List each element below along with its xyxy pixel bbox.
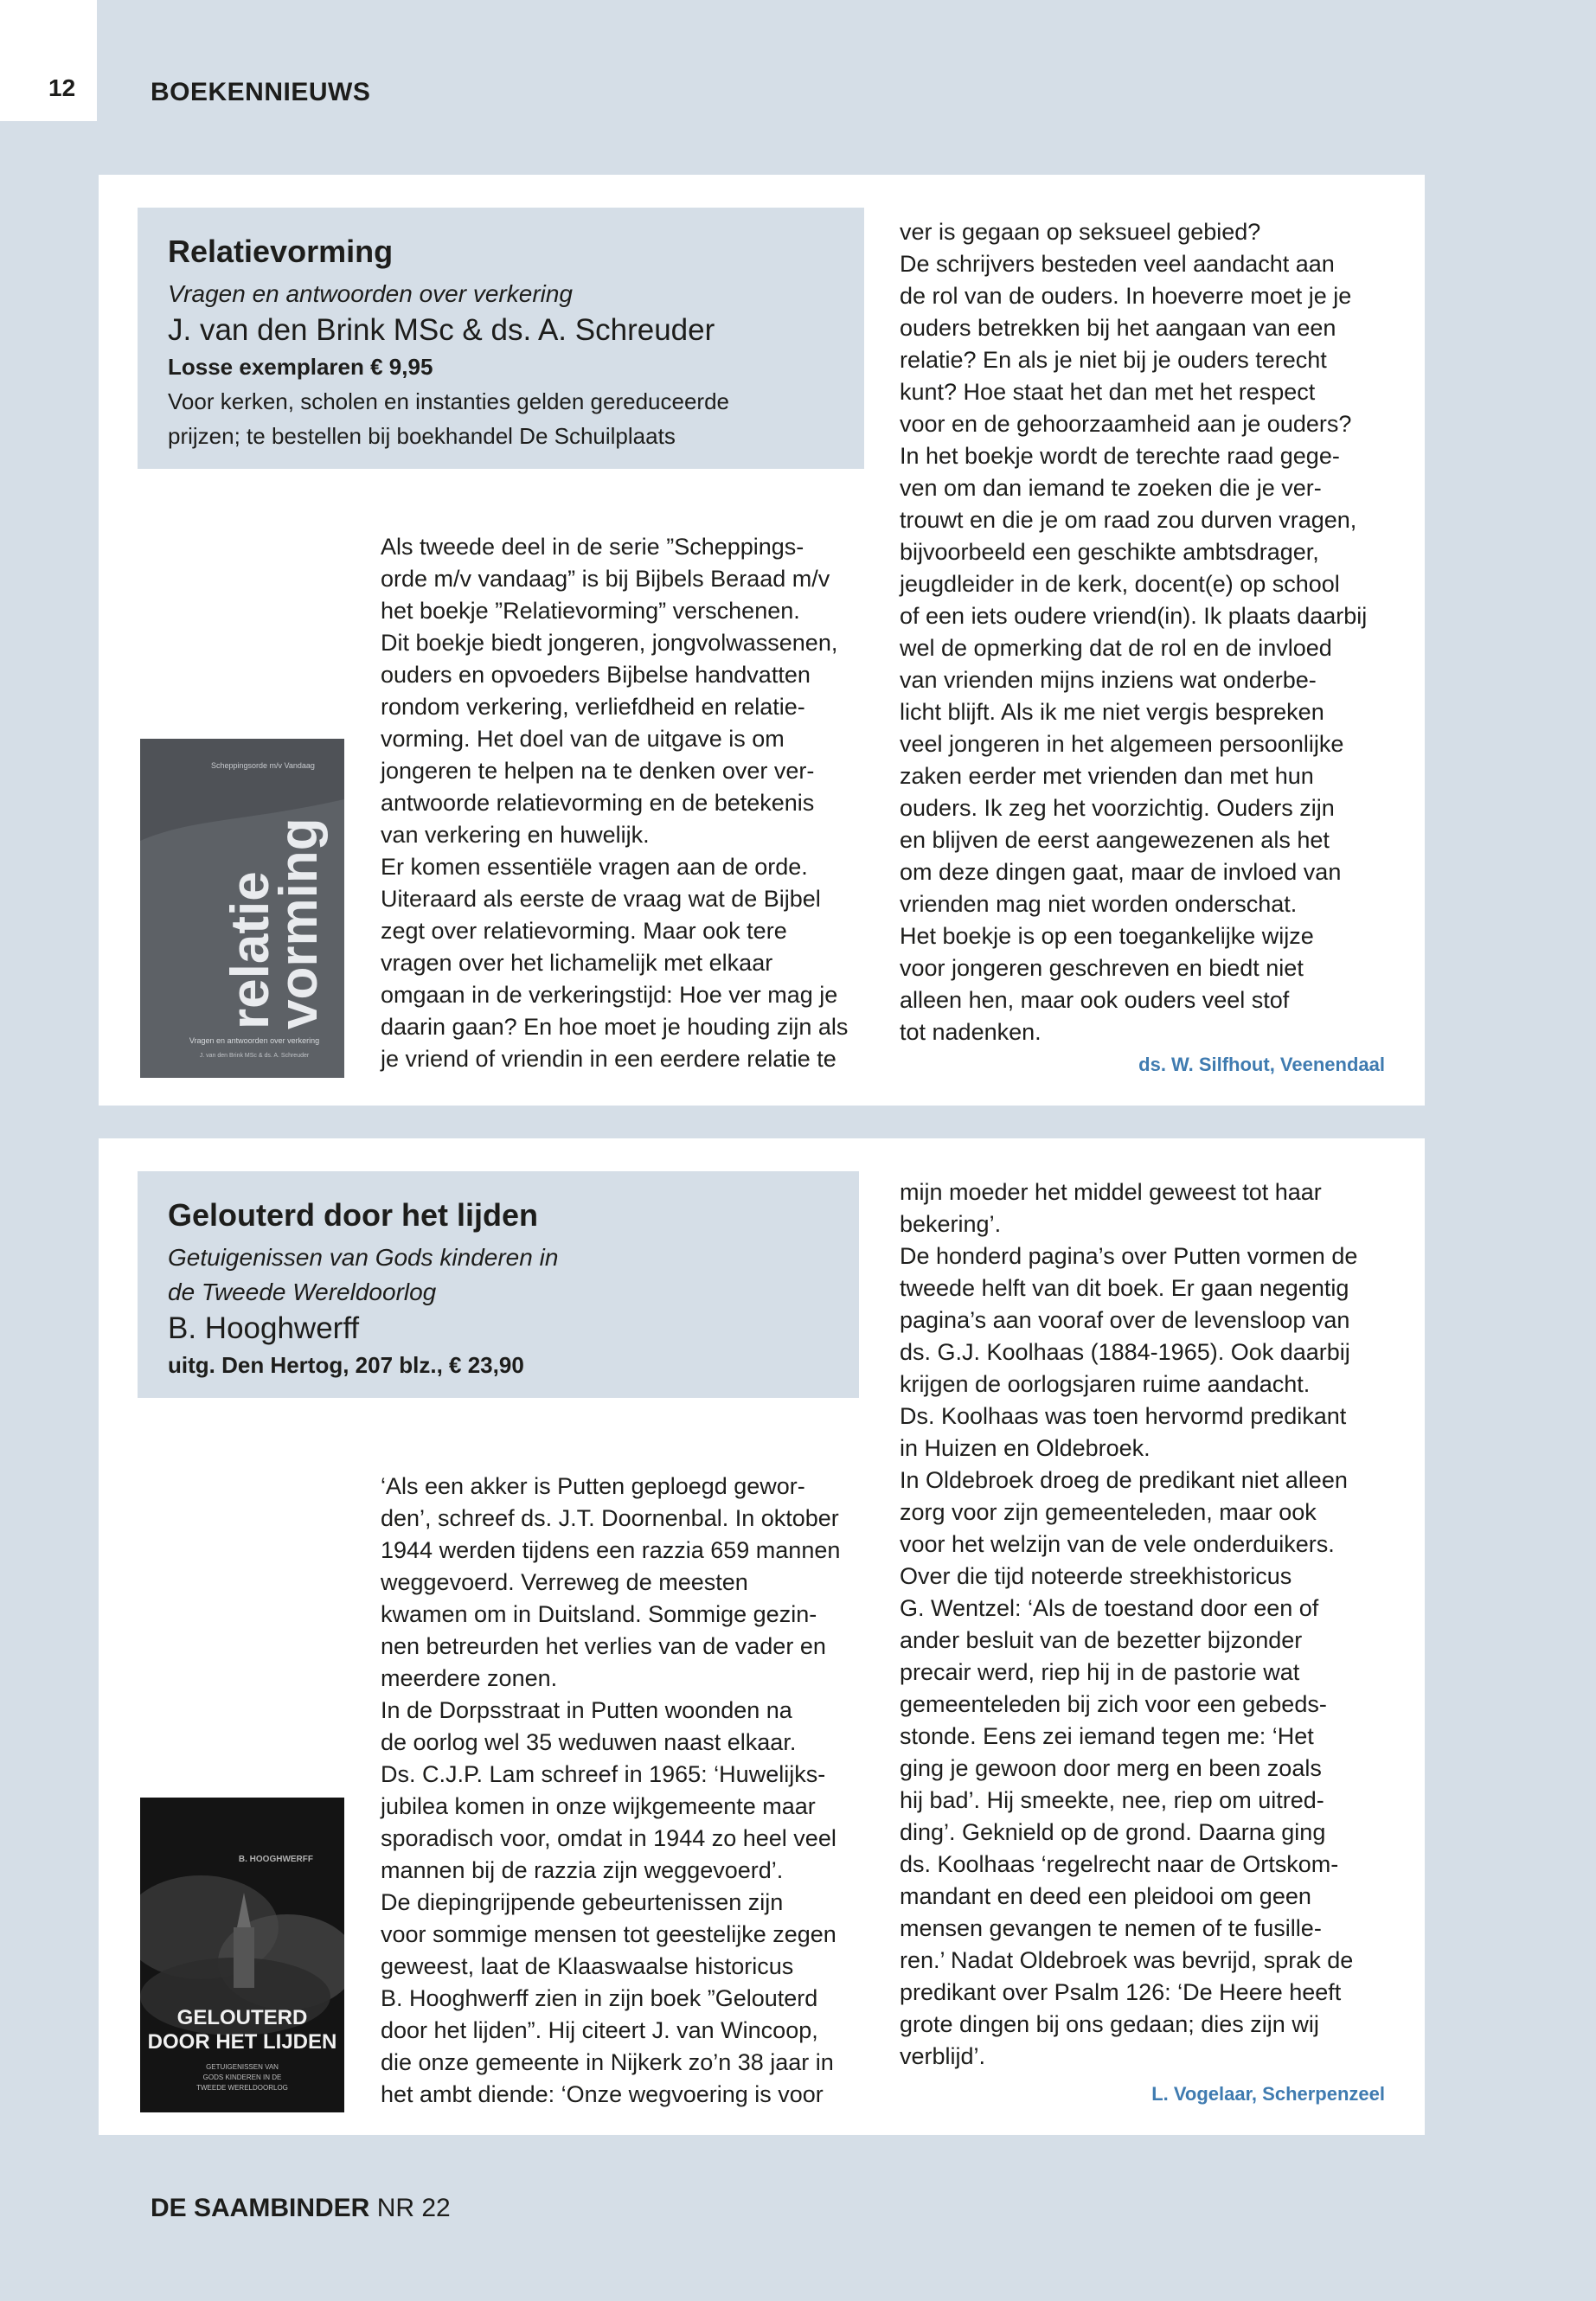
- text-line: vrienden mag niet worden onderschat.: [900, 891, 1298, 917]
- cover-title-line2: DOOR HET LIJDEN: [147, 2030, 337, 2054]
- text-line: ven om dan iemand te zoeken die je ver-: [900, 475, 1322, 501]
- cover-authors: J. van den Brink MSc & ds. A. Schreuder: [199, 1053, 310, 1059]
- text-line: geweest, laat de Klaaswaalse historicus: [381, 1953, 794, 1979]
- text-line: jongeren te helpen na te denken over ver-: [381, 758, 815, 784]
- cover-subtitle: Vragen en antwoorden over verkering: [189, 1036, 320, 1045]
- text-line: zaken eerder met vrienden dan met hun: [900, 763, 1314, 789]
- text-line: voor het welzijn van de vele onderduikers.: [900, 1531, 1335, 1557]
- text-line: omgaan in de verkeringstijd: Hoe ver mag je: [381, 982, 838, 1008]
- text-line: daarin gaan? En hoe moet je houding zijn als: [381, 1014, 849, 1040]
- cover-subtitle-line: GETUIGENISSEN VAN: [206, 2063, 279, 2071]
- text-line: ds. Koolhaas ‘regelrecht naar de Ortskom-: [900, 1851, 1339, 1877]
- text-line: door het lijden”. Hij citeert J. van Wincoop,: [381, 2017, 818, 2043]
- text-line: die onze gemeente in Nijkerk zo’n 38 jaar in: [381, 2049, 834, 2075]
- text-line: De honderd pagina’s over Putten vormen de: [900, 1243, 1358, 1269]
- book-subtitle: Vragen en antwoorden over verkering: [168, 280, 574, 307]
- text-line: mijn moeder het middel geweest tot haar: [900, 1179, 1322, 1205]
- text-line: of een iets oudere vriend(in). Ik plaats daarbij: [900, 603, 1368, 629]
- text-line: sporadisch voor, omdat in 1944 zo heel veel: [381, 1825, 836, 1851]
- text-line: antwoorde relatievorming en de betekenis: [381, 790, 815, 816]
- text-line: De schrijvers besteden veel aandacht aan: [900, 251, 1335, 277]
- text-line: ander besluit van de bezetter bijzonder: [900, 1627, 1303, 1653]
- text-line: In het boekje wordt de terechte raad gege-: [900, 443, 1340, 469]
- text-line: rondom verkering, verliefdheid en relatie-: [381, 694, 805, 720]
- page-number-box: [0, 0, 97, 121]
- text-line: grote dingen bij ons gedaan; dies zijn wij: [900, 2011, 1319, 2037]
- text-line: vragen over het lichamelijk met elkaar: [381, 950, 773, 976]
- book-title: Gelouterd door het lijden: [168, 1197, 539, 1233]
- reviewer-signature: L. Vogelaar, Scherpenzeel: [1151, 2083, 1385, 2105]
- book-note-line: prijzen; te bestellen bij boekhandel De Schuilplaats: [168, 423, 676, 449]
- text-line: predikant over Psalm 126: ‘De Heere heeft: [900, 1979, 1342, 2005]
- page-footer: [151, 2194, 451, 2223]
- cover-series: Scheppingsorde m/v Vandaag: [211, 761, 315, 770]
- text-line: trouwt en die je om raad zou durven vragen,: [900, 507, 1357, 533]
- text-line: verblijd’.: [900, 2043, 986, 2069]
- text-line: orde m/v vandaag” is bij Bijbels Beraad m/v: [381, 566, 830, 592]
- text-line: B. Hooghwerff zien in zijn boek ”Gelouterd: [381, 1985, 818, 2011]
- text-line: ren.’ Nadat Oldebroek was bevrijd, sprak de: [900, 1947, 1354, 1973]
- book-author: B. Hooghwerff: [168, 1311, 360, 1345]
- book-subtitle-line: de Tweede Wereldoorlog: [168, 1279, 437, 1305]
- book-price: Losse exemplaren € 9,95: [168, 354, 433, 380]
- text-line: en blijven de eerst aangewezenen als het: [900, 827, 1330, 853]
- text-line: kwamen om in Duitsland. Sommige gezin-: [381, 1601, 817, 1627]
- text-line: de rol van de ouders. In hoeverre moet je je: [900, 283, 1352, 309]
- text-line: stonde. Eens zei iemand tegen me: ‘Het: [900, 1723, 1314, 1749]
- text-line: zegt over relatievorming. Maar ook tere: [381, 918, 787, 944]
- text-line: voor en de gehoorzaamheid aan je ouders?: [900, 411, 1352, 437]
- book-subtitle-line: Getuigenissen van Gods kinderen in: [168, 1244, 559, 1271]
- text-line: krijgen de oorlogsjaren ruime aandacht.: [900, 1371, 1311, 1397]
- text-line: licht blijft. Als ik me niet vergis bespreken: [900, 699, 1324, 725]
- text-line: 1944 werden tijdens een razzia 659 mannen: [381, 1537, 841, 1563]
- text-line: veel jongeren in het algemeen persoonlijke: [900, 731, 1344, 757]
- text-line: alleen hen, maar ook ouders veel stof: [900, 987, 1290, 1013]
- text-line: om deze dingen gaat, maar de invloed van: [900, 859, 1342, 885]
- review-text-right-column: [900, 216, 1401, 1048]
- cover-author: B. HOOGHWERFF: [238, 1855, 313, 1864]
- magazine-name: DE SAAMBINDER: [151, 2194, 370, 2222]
- section-title: BOEKENNIEUWS: [151, 78, 371, 106]
- text-line: ver is gegaan op seksueel gebied?: [900, 219, 1261, 245]
- text-line: tot nadenken.: [900, 1019, 1042, 1045]
- book-note-line: Voor kerken, scholen en instanties gelden gereduceerde: [168, 388, 729, 414]
- text-line: zorg voor zijn gemeenteleden, maar ook: [900, 1499, 1317, 1525]
- text-line: mensen gevangen te nemen of te fusille-: [900, 1915, 1322, 1941]
- text-line: Uiteraard als eerste de vraag wat de Bijbel: [381, 886, 821, 912]
- text-line: ging je gewoon door merg en been zoals: [900, 1755, 1322, 1781]
- text-line: het ambt diende: ‘Onze wegvoering is voor: [381, 2081, 824, 2107]
- text-line: mannen bij de razzia zijn weggevoerd’.: [381, 1857, 784, 1883]
- cover-art: [140, 1798, 344, 2112]
- text-line: G. Wentzel: ‘Als de toestand door een of: [900, 1595, 1319, 1621]
- review-card-gelouterd: [99, 1138, 1425, 2135]
- book-title: Relatievorming: [168, 234, 394, 269]
- text-line: kunt? Hoe staat het dan met het respect: [900, 379, 1316, 405]
- text-line: jeugdleider in de kerk, docent(e) op school: [900, 571, 1340, 597]
- text-line: Er komen essentiële vragen aan de orde.: [381, 854, 808, 880]
- text-line: hij bad’. Hij smeekte, nee, riep om uitred-: [900, 1787, 1324, 1813]
- text-line: in Huizen en Oldebroek.: [900, 1435, 1151, 1461]
- cover-title-line1: GELOUTERD: [176, 2006, 308, 2029]
- review-text-left-column: [381, 1471, 882, 2111]
- text-line: vorming. Het doel van de uitgave is om: [381, 726, 785, 752]
- text-line: het boekje ”Relatievorming” verschenen.: [381, 598, 800, 624]
- review-text-right-column: [900, 1176, 1401, 2073]
- text-line: precair werd, riep hij in de pastorie wat: [900, 1659, 1300, 1685]
- book-cover-gelouterd: [140, 1798, 344, 2112]
- text-line: mandant en deed een pleidooi om geen: [900, 1883, 1311, 1909]
- book-cover-relatievorming: [140, 739, 344, 1078]
- text-line: Ds. C.J.P. Lam schreef in 1965: ‘Huwelijks-: [381, 1761, 826, 1787]
- text-line: ouders en opvoeders Bijbelse handvatten: [381, 662, 811, 688]
- cover-subtitle-line: GODS KINDEREN IN DE: [202, 2073, 282, 2081]
- text-line: weggevoerd. Verreweg de meesten: [381, 1569, 748, 1595]
- text-line: Als tweede deel in de serie ”Scheppings-: [381, 534, 804, 560]
- page-number: 12: [48, 74, 76, 101]
- book-price: uitg. Den Hertog, 207 blz., € 23,90: [168, 1352, 524, 1378]
- cover-art: [140, 739, 344, 1078]
- text-line: meerdere zonen.: [381, 1665, 558, 1691]
- text-line: jubilea komen in onze wijkgemeente maar: [381, 1793, 816, 1819]
- text-line: wel de opmerking dat de rol en de invloed: [900, 635, 1332, 661]
- text-line: Over die tijd noteerde streekhistoricus: [900, 1563, 1292, 1589]
- text-line: ding’. Geknield op de grond. Daarna ging: [900, 1819, 1326, 1845]
- text-line: ‘Als een akker is Putten geploegd gewor-: [381, 1473, 805, 1499]
- text-line: ds. G.J. Koolhaas (1884-1965). Ook daarbij: [900, 1339, 1350, 1365]
- book-info-box: [138, 1171, 859, 1398]
- text-line: voor jongeren geschreven en biedt niet: [900, 955, 1304, 981]
- text-line: In Oldebroek droeg de predikant niet alleen: [900, 1467, 1348, 1493]
- book-author: J. van den Brink MSc & ds. A. Schreuder: [168, 313, 715, 347]
- text-line: van verkering en huwelijk.: [381, 822, 650, 848]
- text-line: bijvoorbeeld een geschikte ambtsdrager,: [900, 539, 1319, 565]
- cover-title-line2: vorming: [269, 817, 329, 1029]
- text-line: nen betreurden het verlies van de vader en: [381, 1633, 826, 1659]
- review-card-relatievorming: [99, 175, 1425, 1106]
- text-line: Ds. Koolhaas was toen hervormd predikant: [900, 1403, 1347, 1429]
- text-line: van vrienden mijns inziens wat onderbe-: [900, 667, 1317, 693]
- reviewer-signature: ds. W. Silfhout, Veenendaal: [1138, 1054, 1385, 1075]
- text-line: Het boekje is op een toegankelijke wijze: [900, 923, 1314, 949]
- text-line: je vriend of vriendin in een eerdere relatie te: [381, 1046, 836, 1072]
- text-line: Dit boekje biedt jongeren, jongvolwassenen,: [381, 630, 838, 656]
- text-line: voor sommige mensen tot geestelijke zegen: [381, 1921, 836, 1947]
- text-line: ouders betrekken bij het aangaan van een: [900, 315, 1336, 341]
- issue-number: NR 22: [376, 2194, 451, 2222]
- text-line: relatie? En als je niet bij je ouders terecht: [900, 347, 1327, 373]
- book-info-box: [138, 208, 864, 469]
- text-line: tweede helft van dit boek. Er gaan negentig: [900, 1275, 1349, 1301]
- text-line: gemeenteleden bij zich voor een gebeds-: [900, 1691, 1327, 1717]
- cover-title-line1: relatie: [221, 871, 280, 1029]
- text-line: pagina’s aan vooraf over de levensloop van: [900, 1307, 1350, 1333]
- text-line: den’, schreef ds. J.T. Doornenbal. In oktober: [381, 1505, 839, 1531]
- text-line: De diepingrijpende gebeurtenissen zijn: [381, 1889, 784, 1915]
- text-line: ouders. Ik zeg het voorzichtig. Ouders zijn: [900, 795, 1335, 821]
- text-line: In de Dorpsstraat in Putten woonden na: [381, 1697, 792, 1723]
- text-line: de oorlog wel 35 weduwen naast elkaar.: [381, 1729, 797, 1755]
- cover-subtitle-line: TWEEDE WERELDOORLOG: [196, 2084, 288, 2092]
- review-text-left-column: [381, 531, 882, 1075]
- text-line: bekering’.: [900, 1211, 1002, 1237]
